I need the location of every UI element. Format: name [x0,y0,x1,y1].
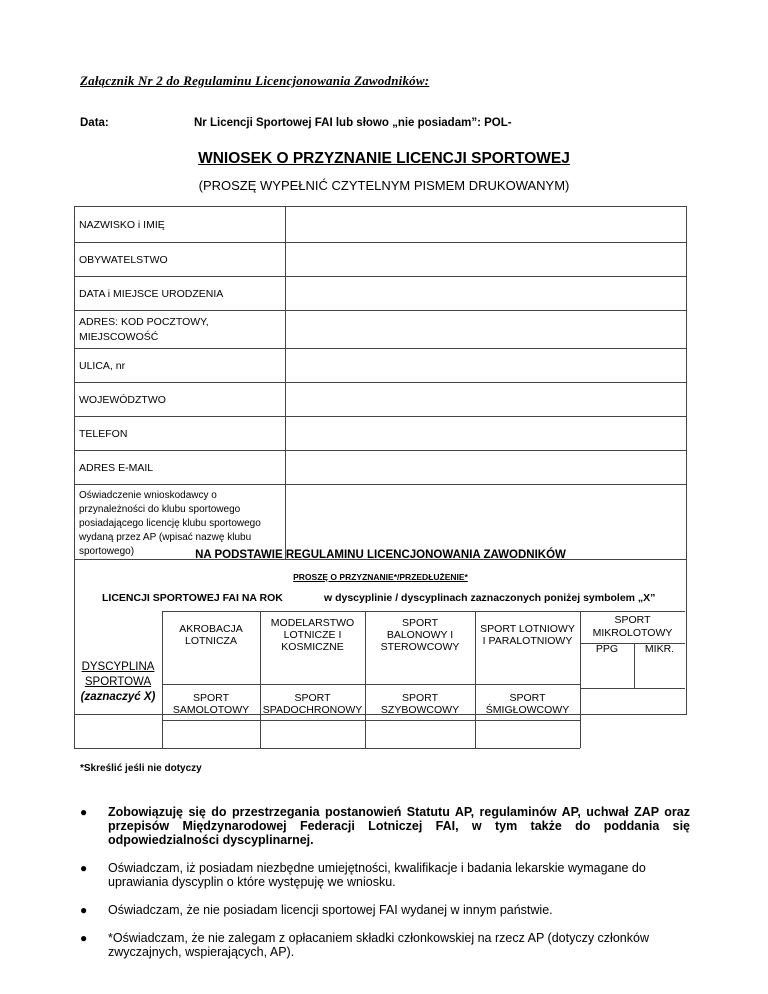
plane-line2: SAMOLOTOWY [172,704,250,716]
heli-line2: ŚMIGŁOWCOWY [485,704,570,716]
bullet-icon: ● [80,903,88,917]
email-input-cell[interactable] [286,451,687,485]
helicopter-checkbox[interactable] [476,721,579,747]
discipline-note: w dyscyplinie / dyscyplinach zaznaczonych poniżej symbolem „X” [324,592,656,604]
street-label: ULICA, nr [75,349,286,383]
airplane-cell [162,692,260,716]
strike-note: *Skreślić jeśli nie dotyczy [80,763,202,774]
declaration-bullet [80,805,690,847]
voivodeship-label: WOJEWÓDZTWO [75,383,286,417]
grid-line [74,748,580,749]
declarations-list [80,805,690,959]
discipline-label [74,660,162,705]
balloon-line2: BALONOWY I [386,629,454,641]
declaration-line4: wydaną przez AP (wpisać nazwę klubu [79,532,252,543]
annex-heading: Załącznik Nr 2 do Regulaminu Licencjonowania Zawodników: [80,73,430,88]
voivodeship-input-cell[interactable] [286,383,687,417]
declaration-line5: sportowego) [79,546,135,557]
hang-gliding-cell [475,623,580,647]
aerobatics-line1: AKROBACJA [179,623,243,635]
micro-line2: MIKROLOTOWY [592,627,673,639]
plane-line1: SPORT [193,692,229,704]
address-label-line2: MIEJSCOWOŚĆ [79,330,159,343]
declaration-line3: posiadającego licencję klubu sportowego [79,518,261,529]
heli-line1: SPORT [509,692,546,704]
address-label [75,311,286,349]
aerobatics-line2: LOTNICZA [185,635,237,647]
street-input-cell[interactable] [286,349,687,383]
helicopter-cell [475,692,580,716]
bullet-text: Oświadczam, że nie posiadam licencji sportowej FAI wydanej w innym państwie. [108,903,553,917]
ppg-checkbox[interactable] [581,660,633,687]
discipline-label-line3: (zaznaczyć X) [80,691,156,703]
license-year-label: LICENCJI SPORTOWEJ FAI NA ROK [102,592,283,604]
bullet-text: Oświadczam, iż posiadam niezbędne umiejętności, kwalifikacje i badania lekarskie wymagane do uprawiania dyscyplin o które występuję we wniosku. [108,861,646,889]
name-input-cell[interactable] [286,207,687,243]
balloon-line3: STEROWCOWY [380,641,460,653]
microlight-cell [580,614,685,640]
bullet-text: Zobowiązuję się do przestrzegania postanowień Statutu AP, regulaminów AP, uchwał ZAP oraz przepisów Międzynarodowej Federacji Lotniczej FAI, w tym także do poddania się odpowiedzialności dyscyplinarnej. [108,805,690,847]
mikr-label: MIKR. [644,643,675,655]
phone-label: TELEFON [75,417,286,451]
grid-line [162,684,580,685]
grid-line [580,611,685,612]
address-label-line1: ADRES: KOD POCZTOWY, [79,315,209,328]
declaration-bullet [80,931,690,959]
birth-input-cell[interactable] [286,277,687,311]
basis-title: NA PODSTAWIE REGULAMINU LICENCJONOWANIA ZAWODNIKÓW [195,549,566,561]
glider-line1: SPORT [402,692,438,704]
parachute-cell [260,692,365,716]
model-line3: KOSMICZNE [281,641,344,653]
model-cell [260,617,365,653]
model-line2: LOTNICZE I [283,629,342,641]
para-line2: SPADOCHRONOWY [262,704,363,716]
request-line: PROSZĘ O PRZYZNANIE*/PRZEDŁUŻENIE* [293,572,468,582]
discipline-label-line1: DYSCYPLINA [81,661,155,673]
hang-line1: SPORT LOTNIOWY [480,623,575,635]
balloon-line1: SPORT [402,617,438,629]
personal-data-table [74,206,687,560]
airplane-checkbox[interactable] [163,721,259,747]
parachute-checkbox[interactable] [261,721,364,747]
hang-line2: I PARALOTNIOWY [482,635,573,647]
declaration-line2: przynależności do klubu sportowego [79,504,241,515]
bullet-text: *Oświadczam, że nie zalegam z opłacaniem składki członkowskiej na rzecz AP (dotyczy członków zwyczajnych, wspierających, AP). [108,931,649,959]
declaration-line1: Oświadczenie wnioskodawcy o [79,490,217,501]
aerobatics-cell [162,623,260,647]
micro-line1: SPORT [614,614,651,626]
citizenship-input-cell[interactable] [286,243,687,277]
address-input-cell[interactable] [286,311,687,349]
form-subtitle: (PROSZĘ WYPEŁNIĆ CZYTELNYM PISMEM DRUKOWANYM) [198,178,570,193]
ppg-label: PPG [595,643,619,655]
glider-checkbox[interactable] [366,721,474,747]
bullet-icon: ● [80,861,88,875]
citizenship-label: OBYWATELSTWO [75,243,286,277]
form-title: WNIOSEK O PRZYZNANIE LICENCJI SPORTOWEJ [198,150,570,167]
declaration-bullet [80,903,690,917]
bullet-icon: ● [80,931,88,945]
grid-line [580,688,685,689]
glider-line2: SZYBOWCOWY [380,704,460,716]
bullet-icon: ● [80,805,88,819]
glider-cell [365,692,475,716]
grid-line [162,611,580,612]
birth-label: DATA i MIEJSCE URODZENIA [75,277,286,311]
name-label: NAZWISKO i IMIĘ [75,207,286,243]
model-line1: MODELARSTWO [270,617,355,629]
discipline-label-line2: SPORTOWA [84,676,152,688]
mikr-checkbox[interactable] [635,660,684,687]
declaration-bullet [80,861,690,889]
para-line1: SPORT [294,692,331,704]
balloon-cell [365,617,475,653]
phone-input-cell[interactable] [286,417,687,451]
email-label: ADRES E-MAIL [75,451,286,485]
date-label: Data: [80,117,109,129]
license-number-label: Nr Licencji Sportowej FAI lub słowo „nie posiadam”: POL- [194,117,512,129]
